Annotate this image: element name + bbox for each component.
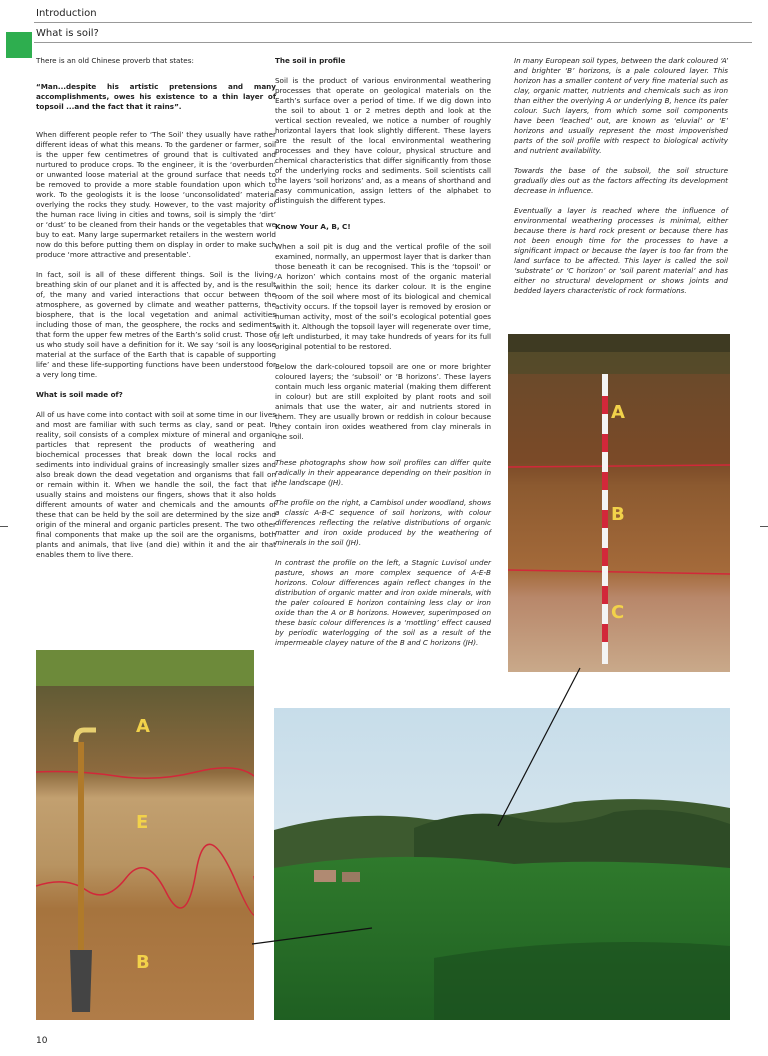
caption: These photographs show how soil profiles can differ quite radically in their appearance depending on their position in the landscape (JH). [275, 458, 491, 487]
heading: Know Your A, B, C! [275, 222, 351, 231]
heading: What is soil made of? [36, 390, 123, 399]
horizon-label-b: B [136, 952, 150, 973]
paragraph: All of us have come into contact with soil at some time in our lives and most are familiar with such terms as clay, sand or peat. In reality, soil consists of a complex mixture of mineral and organic particles that represent the products of weathering and biochemical processes that break down the local rocks and sediments into individual grains of increasingly smaller sizes and also break down the dead vegetation and organisms that fall on or remain within it. When we handle the soil, the fact that it usually stains and moistens our fingers, shows that it also holds different amounts of water and chemicals and the amounts of these that can be held by the soil are determined by the size and origin of the mineral and organic particles present. The two other final components that make up the soil are the organisms, both plants and animals, that live (and die) within it and the air that enables them to live there. [36, 410, 276, 559]
paragraph: In many European soil types, between the dark coloured ‘A’ and brighter ‘B’ horizons, is a pale coloured layer. This horizon has a smaller content of very fine material such as clay, organic matter, nutrients and chemicals such as iron than either the overlying A or underlying B, hence its paler colour. Such layers, from which some soil components have been ‘leached’ out, are known as ‘eluvial’ or ‘E’ horizons and usually represent the most impoverished parts of the soil profile with respect to biological activity and nutrient availability. [514, 56, 728, 155]
paragraph: When different people refer to ‘The Soil’ they usually have rather different ideas of what this means. To the gardener or farmer, soil is the upper few centimetres of ground that is cultivated and nurtured to produce crops. To the engineer, it is the ‘overburden’ or unwanted loose material at the ground surface that needs to be removed to provide a more stable foundation upon which to work. To the geologists it is the loose ‘unconsolidated’ material overlying the rocks they study. However, to the vast majority of the human race living in cities and towns, soil is simply the ‘dirt’ or ‘dust’ to be cleaned from their hands or the vegetables that we buy to eat. Many large supermarket retailers in the western world now do this before putting them on display in order to make such produce ‘more attractive and presentable’. [36, 130, 276, 259]
paragraph: When a soil pit is dug and the vertical profile of the soil examined, normally, an uppermost layer that is darker than those beneath it can be recognised. This is the ‘topsoil’ or ‘A horizon’ which contains most of the organic material within the soil; hence its darker colour. It is the engine room of the soil where most of its biological and chemical activity occurs. If the topsoil layer is removed by erosion or human activity, most of the soil’s ecological potential goes with it. Although the topsoil layer will regenerate over time, if left undisturbed, it may take hundreds of years for its full original potential to be restored. [275, 242, 491, 351]
paragraph: There is an old Chinese proverb that states: [36, 56, 194, 65]
horizon-label-e: E [136, 812, 149, 833]
page-number: 10 [36, 1036, 48, 1046]
paragraph: Soil is the product of various environmental weathering processes that operate on geological materials on the Earth’s surface over a period of time. If we dig down into the soil to about 1 or 2 metres depth and look at the vertical section revealed, we notice a number of roughly horizontal layers that look slightly different. These layers are the result of the local environmental weathering processes and they have colour, physical structure and chemical characteristics that differ significantly from those of the underlying rocks and sediments. Soil scientists call the layers ‘soil horizons’ and, as a means of shorthand and easy communication, assign letters of the alphabet to distinguish the different types. [275, 76, 491, 205]
heading: The soil in profile [275, 56, 346, 65]
section-header: Introduction [36, 8, 97, 19]
horizon-label-b: B [611, 504, 625, 525]
quote: “Man...despite his artistic pretensions and many accomplishments, owes his existence to a thin layer of topsoil ...and the fact that it rains”. [36, 82, 276, 111]
caption: The profile on the right, a Cambisol under woodland, shows a classic A-B-C sequence of soil horizons, with colour differences reflecting the relative distributions of organic matter and iron oxide produced by the weathering of minerals in the soil (JH). [275, 498, 491, 547]
crop-mark [760, 526, 768, 527]
horizon-label-a: A [611, 402, 625, 423]
crop-mark [0, 526, 8, 527]
paragraph: In fact, soil is all of these different things. Soil is the living, breathing skin of our planet and it is affected by, and is the result of, the many and varied interactions that occur between the atmosphere, as governed by climate and weather patterns, the biosphere, that is the local vegetation and animal activities including those of man, the geosphere, the rocks and sediments that form the upper few metres of the Earth’s solid crust. Those of us who study soil have a definition for it. We say ‘soil is any loose material at the surface of the Earth that is capable of supporting life’ and these life-supporting functions have been understood for a very long time. [36, 270, 276, 379]
page-title: What is soil? [36, 28, 99, 39]
horizon-label-c: C [611, 602, 625, 623]
paragraph: Towards the base of the subsoil, the soil structure gradually dies out as the factors affecting its development decrease in influence. [514, 166, 728, 195]
caption: In contrast the profile on the left, a Stagnic Luvisol under pasture, shows an more complex sequence of A-E-B horizons. Colour differences again reflect changes in the distribution of organic matter and iron oxide minerals, with the paler coloured E horizon containing less clay or iron oxide than the A or B horizons. However, superimposed on these basic colour differences is a ‘mottling’ effect caused by periodic waterlogging of the soil as a result of the impermeable clayey nature of the B and C horizons (JH). [275, 558, 491, 647]
horizon-label-a: A [136, 716, 150, 737]
paragraph: Below the dark-coloured topsoil are one or more brighter coloured layers; the ‘subsoil’ or ‘B horizons’. These layers contain much less organic material (making them different in colour) but are still exploited by plant roots and soil animals that use the water, air and nutrients stored in them. They are usually brown or reddish in colour because they contain iron oxides weathered from clay minerals in the soil. [275, 362, 491, 441]
paragraph: Eventually a layer is reached where the influence of environmental weathering processes is minimal, either because there is hard rock present or because there has not been enough time for the processes to have a significant impact or because the layer is too far from the land surface to be affected. This layer is called the soil ‘substrate’ or ‘C horizon’ or ‘soil parent material’ and has either no structural development or shows joints and bedded layers characteristic of rock formations. [514, 206, 728, 295]
